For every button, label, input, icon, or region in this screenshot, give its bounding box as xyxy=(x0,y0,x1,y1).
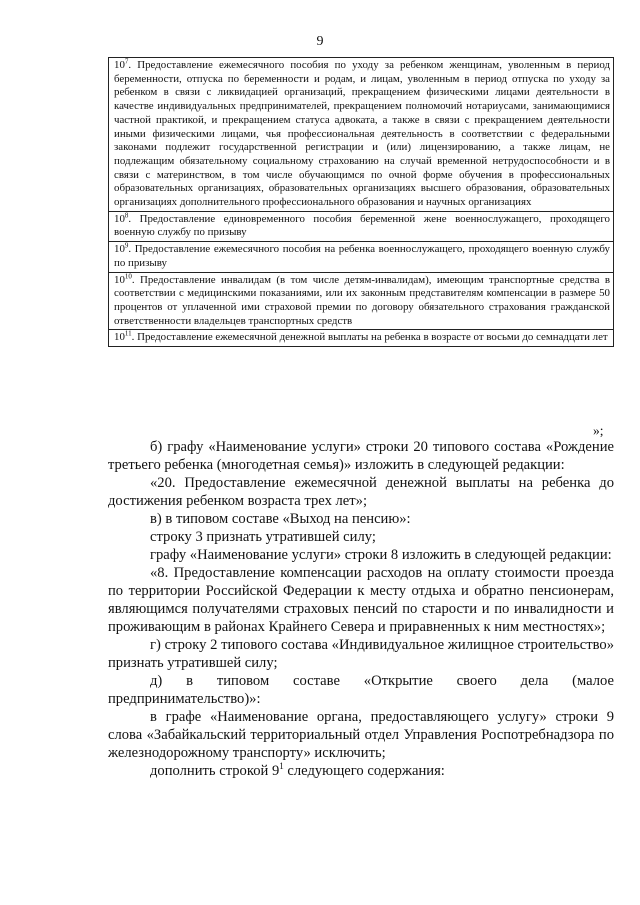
services-table xyxy=(108,57,614,347)
paragraph xyxy=(108,762,614,780)
row-text: . Предоставление ежемесячного пособия по уходу за ребенком женщинам, уволенным в период беременности, отпуска по беременности и родам, и лицам, уволенным в период отпуска по уходу за ребенком в связи с ликвидацией организаций, прекращением физическими лицами деятельности в качестве индивидуальных предпринимателей, прекращением полномочий нотариусами, занимающимися частной практикой, и прекращением статуса адвоката, а также в связи с прекращением деятельности иными физическими лицами, чья профессиональная деятельность в соответствии с федеральными законами подлежит государственной регистрации и (или) лицензированию, а также лицам, не подлежащим обязательному социальному страхованию на случай временной нетрудоспособности и в связи с материнством, в том числе обучающимся по очной форме обучения в профессиональных образовательных организациях, образовательных организациях высшего образования, образовательных организациях дополнительного профессионального образования и научных организациях xyxy=(114,59,610,209)
paragraph: «20. Предоставление ежемесячной денежной выплаты на ребенка до достижения ребенком возраста трех лет»; xyxy=(108,475,614,509)
paragraph: в графе «Наименование органа, предоставляющего услугу» строки 9 слова «Забайкальский территориальный отдел Управления Роспотребнадзора по железнодорожному транспорту» исключить; xyxy=(108,709,614,761)
table-cell xyxy=(109,330,614,347)
paragraph-text: дополнить строкой 9 xyxy=(150,763,280,779)
table-cell xyxy=(109,272,614,330)
row-text: . Предоставление ежемесячной денежной выплаты на ребенка в возрасте от восьми до семнадцати лет xyxy=(131,331,608,344)
paragraph-superscript: 1 xyxy=(279,761,284,772)
table-row xyxy=(109,58,614,212)
page-number: 9 xyxy=(316,34,324,49)
row-number: 10 xyxy=(114,59,125,71)
row-number-superscript: 7 xyxy=(124,57,129,66)
closing-quote-mark: »; xyxy=(593,423,604,438)
row-number: 10 xyxy=(114,212,125,225)
table-cell xyxy=(109,211,614,241)
table-row xyxy=(109,272,614,330)
table-row xyxy=(109,330,614,347)
paragraph: «8. Предоставление компенсации расходов на оплату стоимости проезда по территории Российской Федерации к месту отдыха и обратно пенсионерам, являющимся получателями страховых пенсий по старости и по инвалидности и проживающим в районах Крайнего Севера и приравненных к ним местностях»; xyxy=(108,565,614,635)
paragraph: строку 3 признать утратившей силу; xyxy=(150,529,376,545)
document-body xyxy=(108,438,614,780)
paragraph: графу «Наименование услуги» строки 8 изложить в следующей редакции: xyxy=(150,547,612,563)
paragraph: д) в типовом составе «Открытие своего дела (малое предпринимательство)»: xyxy=(108,673,614,707)
row-number-superscript: 10 xyxy=(124,271,132,280)
table-row xyxy=(109,242,614,272)
row-number-superscript: 11 xyxy=(124,329,132,338)
table-cell xyxy=(109,242,614,272)
row-number-superscript: 9 xyxy=(124,241,129,250)
paragraph-text-tail: следующего содержания: xyxy=(283,763,445,779)
row-text: . Предоставление единовременного пособия беременной жене военнослужащего, проходящего военную службу по призыву xyxy=(114,212,610,239)
table-row xyxy=(109,211,614,241)
paragraph: г) строку 2 типового состава «Индивидуальное жилищное строительство» признать утратившей силу; xyxy=(108,637,614,671)
row-number-superscript: 8 xyxy=(124,211,129,220)
row-number: 10 xyxy=(114,331,125,344)
table-cell xyxy=(109,58,614,212)
paragraph: в) в типовом составе «Выход на пенсию»: xyxy=(150,511,411,527)
row-text: . Предоставление инвалидам (в том числе детям-инвалидам), имеющим транспортные средства в соответствии с медицинскими показаниями, или их законным представителям компенсации в размере 50 процентов от уплаченной ими страховой премии по договору обязательного страхования гражданской ответственности владельцев транспортных средств xyxy=(114,273,610,327)
paragraph: б) графу «Наименование услуги» строки 20 типового состава «Рождение третьего ребенка (многодетная семья)» изложить в следующей редакции: xyxy=(108,439,614,473)
row-text: . Предоставление ежемесячного пособия на ребенка военнослужащего, проходящего военную службу по призыву xyxy=(114,243,610,269)
row-number: 10 xyxy=(114,273,125,286)
row-number: 10 xyxy=(114,243,125,256)
